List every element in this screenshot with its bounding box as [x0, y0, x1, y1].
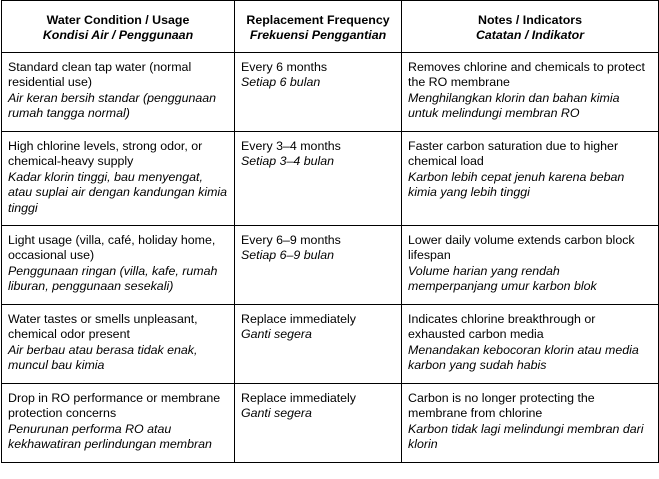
cell-text-en: Every 6 months: [241, 60, 328, 74]
header-label-id: Kondisi Air / Penggunaan: [42, 28, 194, 43]
cell-text-en: Drop in RO performance or membrane protection concerns: [8, 391, 221, 421]
header-replacement-frequency: [235, 1, 402, 53]
cell-notes: [402, 305, 659, 384]
header-label-en: Replacement Frequency: [246, 13, 390, 27]
cell-text-id: Karbon lebih cepat jenuh karena beban kimia yang lebih tinggi: [408, 169, 625, 200]
cell-condition: [2, 226, 235, 305]
cell-text-id: Kadar klorin tinggi, bau menyengat, atau suplai air dengan kandungan kimia tinggi: [8, 169, 228, 215]
header-notes-indicators: [402, 1, 659, 53]
cell-text-en: Light usage (villa, café, holiday home, occasional use): [8, 233, 216, 263]
header-label-id: Catatan / Indikator: [475, 28, 585, 43]
cell-condition: [2, 53, 235, 132]
cell-notes: [402, 53, 659, 132]
cell-text-en: Replace immediately: [241, 391, 357, 405]
cell-text-id: Volume harian yang rendah memperpanjang umur karbon blok: [408, 263, 597, 294]
cell-text-id: Penggunaan ringan (villa, kafe, rumah liburan, penggunaan sesekali): [8, 263, 218, 294]
cell-condition: [2, 305, 235, 384]
cell-text-en: Water tastes or smells unpleasant, chemical odor present: [8, 312, 198, 342]
cell-notes: [402, 226, 659, 305]
cell-frequency: [235, 53, 402, 132]
cell-text-id: Ganti segera: [241, 406, 312, 421]
cell-text-en: Standard clean tap water (normal residential use): [8, 60, 192, 90]
cell-condition: [2, 384, 235, 463]
cell-text-id: Air keran bersih standar (penggunaan rumah tangga normal): [8, 90, 217, 121]
cell-condition: [2, 132, 235, 226]
table-row: [2, 226, 659, 305]
cell-text-en: Faster carbon saturation due to higher chemical load: [408, 139, 619, 169]
cell-text-en: Every 3–4 months: [241, 139, 341, 153]
cell-notes: [402, 384, 659, 463]
cell-text-en: Lower daily volume extends carbon block lifespan: [408, 233, 635, 263]
cell-frequency: [235, 226, 402, 305]
table-header-row: [2, 1, 659, 53]
cell-frequency: [235, 305, 402, 384]
filter-replacement-table: [1, 0, 659, 463]
cell-text-id: Penurunan performa RO atau kekhawatiran perlindungan membran: [8, 421, 212, 452]
header-label-en: Water Condition / Usage: [46, 13, 190, 27]
cell-text-id: Setiap 6 bulan: [241, 75, 321, 90]
header-water-condition: [2, 1, 235, 53]
header-label-id: Frekuensi Penggantian: [249, 28, 387, 43]
cell-notes: [402, 132, 659, 226]
cell-text-id: Setiap 6–9 bulan: [241, 248, 335, 263]
cell-text-id: Setiap 3–4 bulan: [241, 154, 335, 169]
cell-text-en: High chlorine levels, strong odor, or chemical-heavy supply: [8, 139, 203, 169]
table-row: [2, 132, 659, 226]
cell-text-en: Replace immediately: [241, 312, 357, 326]
cell-frequency: [235, 384, 402, 463]
cell-text-id: Karbon tidak lagi melindungi membran dari klorin: [408, 421, 644, 452]
table-row: [2, 384, 659, 463]
cell-text-id: Ganti segera: [241, 327, 312, 342]
cell-text-id: Menghilangkan klorin dan bahan kimia untuk melindungi membran RO: [408, 90, 620, 121]
cell-text-id: Menandakan kebocoran klorin atau media karbon yang sudah habis: [408, 342, 639, 373]
table-row: [2, 53, 659, 132]
cell-text-id: Air berbau atau berasa tidak enak, muncul bau kimia: [8, 342, 198, 373]
table-row: [2, 305, 659, 384]
cell-text-en: Every 6–9 months: [241, 233, 341, 247]
cell-text-en: Removes chlorine and chemicals to protect the RO membrane: [408, 60, 645, 90]
cell-text-en: Indicates chlorine breakthrough or exhausted carbon media: [408, 312, 596, 342]
header-label-en: Notes / Indicators: [478, 13, 582, 27]
cell-text-en: Carbon is no longer protecting the membrane from chlorine: [408, 391, 595, 421]
cell-frequency: [235, 132, 402, 226]
